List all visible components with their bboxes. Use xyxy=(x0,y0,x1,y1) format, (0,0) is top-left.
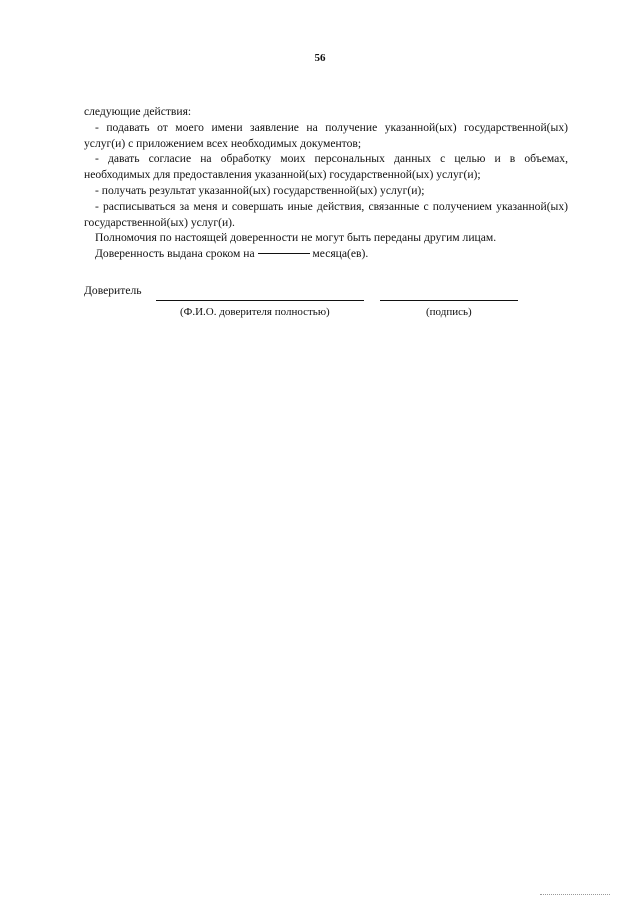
text-line: - давать согласие на обработку моих персональных данных с целью и в объемах, xyxy=(95,152,568,166)
validity-line xyxy=(84,246,568,262)
text-line: - расписываться за меня и совершать иные действия, связанные с получением указанной(ых) xyxy=(95,199,568,213)
text-line: услуг(и) с приложением всех необходимых документов; xyxy=(84,136,362,150)
validity-prefix: Доверенность выдана сроком на xyxy=(95,247,255,261)
signature-caption: (подпись) xyxy=(426,306,472,318)
document-body xyxy=(84,104,568,262)
principal-label: Доверитель xyxy=(84,284,142,297)
name-blank-line xyxy=(156,300,364,301)
text-line: - подавать от моего имени заявление на получение указанной(ых) государственной(ых) xyxy=(95,120,568,134)
months-blank xyxy=(258,253,310,254)
scan-artifact-dots xyxy=(540,894,610,895)
text-line: Полномочия по настоящей доверенности не могут быть переданы другим лицам. xyxy=(95,231,497,245)
name-caption: (Ф.И.О. доверителя полностью) xyxy=(180,306,330,318)
text-line: следующие действия: xyxy=(84,105,192,118)
text-line: необходимых для предоставления указанной(ых) государственной(ых) услуг(и); xyxy=(84,168,481,182)
signature-blank-line xyxy=(380,300,518,301)
validity-suffix: месяца(ев). xyxy=(312,247,369,261)
text-line: государственной(ых) услуг(и). xyxy=(84,215,235,229)
text-line: - получать результат указанной(ых) государственной(ых) услуг(и); xyxy=(95,183,425,197)
signature-block xyxy=(84,284,568,324)
page-number: 56 xyxy=(314,52,326,64)
